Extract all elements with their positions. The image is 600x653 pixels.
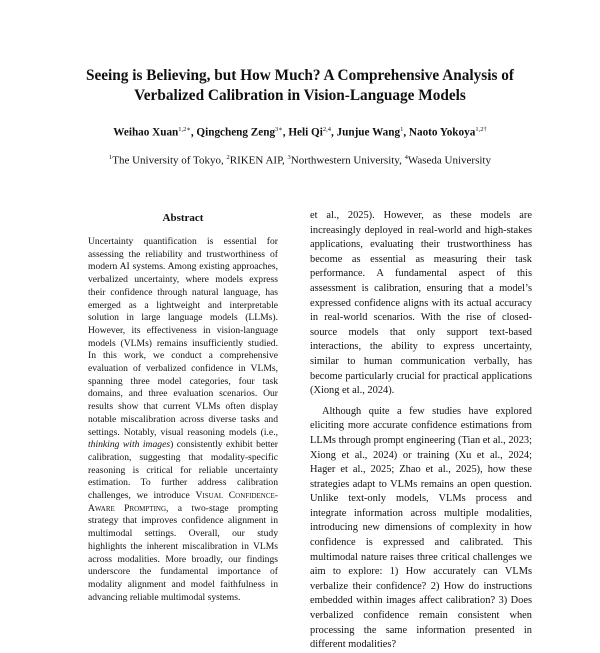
affiliation-sup: 1 <box>109 154 113 161</box>
body-column <box>310 209 532 653</box>
abstract-heading: Abstract <box>162 212 204 224</box>
author-sup: 2,4 <box>322 126 331 133</box>
affiliation-name: RIKEN AIP <box>229 154 282 167</box>
abstract-part: Uncertainty quantification is essential for assessing the reliability and trustworthiness of modern AI systems. Among existing approaches, verbalized uncertainty, where models express their confidence through natural language, has emerged as a lightweight and interpretable solution in large language models (LLMs). However, its effectiveness in vision-language models (VLMs) remains insufficiently studied. In this work, we conduct a comprehensive evaluation of verbalized confidence in VLMs, spanning three model categories, four task domains, and three evaluation scenarios. Our results show that current VLMs often display notable miscalibration across diverse tasks and settings. Notably, visual reasoning models (i.e., <box>88 236 278 438</box>
paper-title: Seeing is Believing, but How Much? A Comprehensive Analysis of Verbalized Calibration in Vision-Language Models <box>85 67 515 104</box>
affiliation-sup: 2 <box>226 154 230 161</box>
author-name: Naoto Yokoya <box>408 126 476 139</box>
abstract-emphasis: thinking with images <box>88 439 171 451</box>
author-list: Weihao Xuan$^{1,2∗}$, Qingcheng Zeng$^{3∗}$, Heli Qi$^{2,4}$, Junjue Wang$^1$, Naoto Yokoya$^{1,2\dagger}$ <box>113 126 487 139</box>
abstract-text <box>88 236 278 604</box>
affiliation-name: Waseda University <box>407 154 491 167</box>
affiliation-sup: 4 <box>404 154 408 161</box>
author-name: Weihao Xuan <box>113 126 179 139</box>
author-name: Qingcheng Zeng <box>196 126 276 139</box>
author-sup: 1,2† <box>475 126 487 133</box>
author-sup: 3∗ <box>275 126 283 133</box>
author-sup: 1 <box>400 126 404 133</box>
body-paragraph: et al., 2025). However, as these models are increasingly deployed in real-world and high-stakes applications, evaluating their trustworthiness has become as essential as measuring their task performance. A fundamental aspect of this assessment is calibration, ensuring that a model’s expressed confidence aligns with its actual accuracy in real-world scenarios. With the rise of closed-source models that only support text-based interactions, the ability to express uncertainty, similar to human communication verbally, has become particularly crucial for practical applications (Xiong et al., 2024). <box>310 210 532 397</box>
author-name: Junjue Wang <box>336 126 401 139</box>
affiliation-list: $^1$The University of Tokyo, $^2$RIKEN AIP, $^3$Northwestern University, $^4$Waseda University <box>109 154 491 167</box>
abstract-part: ) consistently exhibit better calibration, suggesting that modality-specific reasoning is critical for reliable uncertainty estimation. To further address calibration challenges, we introduce <box>88 439 278 502</box>
body-paragraph: Although quite a few studies have explored eliciting more accurate confidence estimations from LLMs through prompt engineering (Tian et al., 2023; Xiong et al., 2024) or training (Xu et al., 2024; Hager et al., 2025; Zhao et al., 2025), how these strategies adapt to VLMs remains an open question. Unlike text-only models, VLMs process and integrate information across multiple modalities, introducing new dimensions of complexity in how confidence is expressed and calibrated. This multimodal nature raises three critical challenges we aim to explore: 1) How accurately can VLMs verbalize their confidence? 2) How do instructions embedded within images affect calibration? 3) Does verbalized confidence remain consistent when processing the same information presented in different modalities? <box>310 405 532 651</box>
method-name: Visual Confidence-Aware Prompting <box>88 490 279 514</box>
abstract-part: , a two-stage prompting strategy that improves confidence alignment in multimodal settings. Overall, our study highlights the inherent miscalibration in VLMs across modalities. More broadly, our findings underscore the fundamental importance of modality alignment and model faithfulness in advancing reliable multimodal systems. <box>88 502 278 603</box>
author-name: Heli Qi <box>288 126 323 139</box>
author-sup: 1,2∗ <box>178 126 191 133</box>
affiliation-sup: 3 <box>287 154 291 161</box>
affiliation-name: Northwestern University <box>290 154 400 167</box>
affiliation-name: The University of Tokyo <box>112 154 221 167</box>
